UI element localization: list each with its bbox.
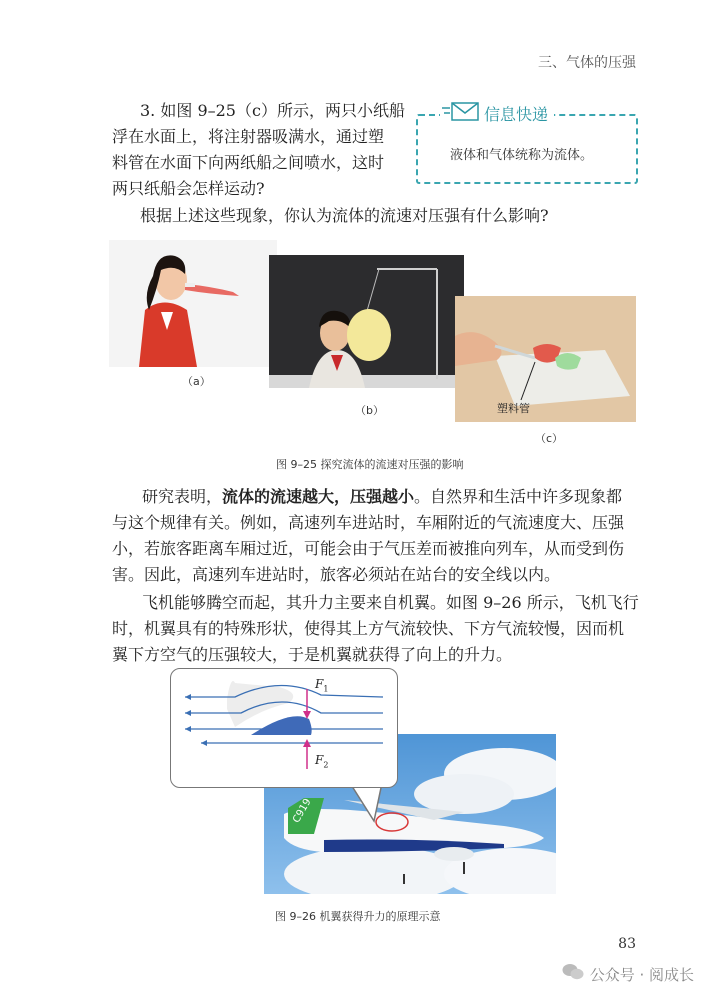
paragraph-2 — [112, 590, 642, 668]
question-3 — [112, 98, 412, 202]
f2-symbol: F — [315, 753, 324, 767]
paragraph-2-line: 翼下方空气的压强较大，于是机翼就获得了向上的升力。 — [112, 645, 513, 664]
photo-a-girl-blowing-paper — [109, 240, 277, 367]
paragraph-1-text: 研究表明， — [142, 487, 223, 506]
paragraph-1-text: 。自然界和生活中许多现象都 — [414, 487, 623, 506]
question-3-line: 浮在水面上，将注射器吸满水，通过塑 — [112, 127, 385, 146]
envelope-icon — [442, 100, 480, 126]
watermark-text: 公众号 · 阅成长 — [589, 965, 694, 984]
paragraph-1-line: 小，若旅客距离车厢过近，可能会由于气压差而被推向列车，从而受到伤 — [112, 539, 625, 558]
watermark — [562, 963, 694, 985]
figure-label-a: （a） — [182, 375, 211, 388]
f1-symbol: F — [315, 677, 324, 691]
force-f1-label — [315, 677, 328, 693]
info-box-title — [440, 100, 554, 126]
question-3-line: 料管在水面下向两纸船之间喷水，这时 — [112, 153, 385, 172]
key-rule-bold: 流体的流速越大，压强越小 — [222, 487, 415, 506]
photo-c-paper-boats — [455, 296, 636, 422]
paragraph-1 — [112, 484, 642, 588]
info-title-text: 信息快递 — [484, 104, 549, 124]
plane-tail-mark: C919 — [291, 796, 314, 825]
force-f2-label — [315, 753, 328, 769]
question-3-line: 两只纸船会怎样运动? — [112, 179, 265, 198]
wechat-icon — [562, 963, 584, 985]
question-3-line: 3. 如图 9–25（c）所示，两只小纸船 — [140, 101, 405, 120]
paragraph-2-line: 时，机翼具有的特殊形状，使得其上方气流较快、下方气流较慢，因而机 — [112, 619, 625, 638]
figure-925-caption: 图 9–25 探究流体的流速对压强的影响 — [276, 458, 464, 471]
paragraph-1-line: 害。因此，高速列车进站时，旅客必须站在站台的安全线以内。 — [112, 565, 561, 584]
page-number: 83 — [618, 936, 636, 952]
f2-subscript: 2 — [323, 760, 329, 770]
question-main: 根据上述这些现象，你认为流体的流速对压强有什么影响? — [140, 206, 549, 225]
paragraph-2-line: 飞机能够腾空而起，其升力主要来自机翼。如图 9–26 所示，飞机飞行 — [142, 593, 639, 612]
paragraph-1-line — [112, 484, 642, 510]
section-header: 三、气体的压强 — [538, 55, 636, 71]
figure-926-caption: 图 9–26 机翼获得升力的原理示意 — [275, 910, 441, 923]
photo-b-girl-balloon — [269, 255, 464, 388]
figure-label-b: （b） — [355, 404, 384, 417]
f1-subscript: 1 — [323, 684, 329, 694]
figure-label-c: （c） — [535, 432, 564, 445]
tube-label: 塑料管 — [497, 402, 530, 415]
paragraph-1-line: 与这个规律有关。例如，高速列车进站时，车厢附近的气流速度大、压强 — [112, 513, 625, 532]
airfoil-diagram-bubble — [170, 668, 398, 788]
info-box-text: 液体和气体统称为流体。 — [450, 148, 594, 163]
